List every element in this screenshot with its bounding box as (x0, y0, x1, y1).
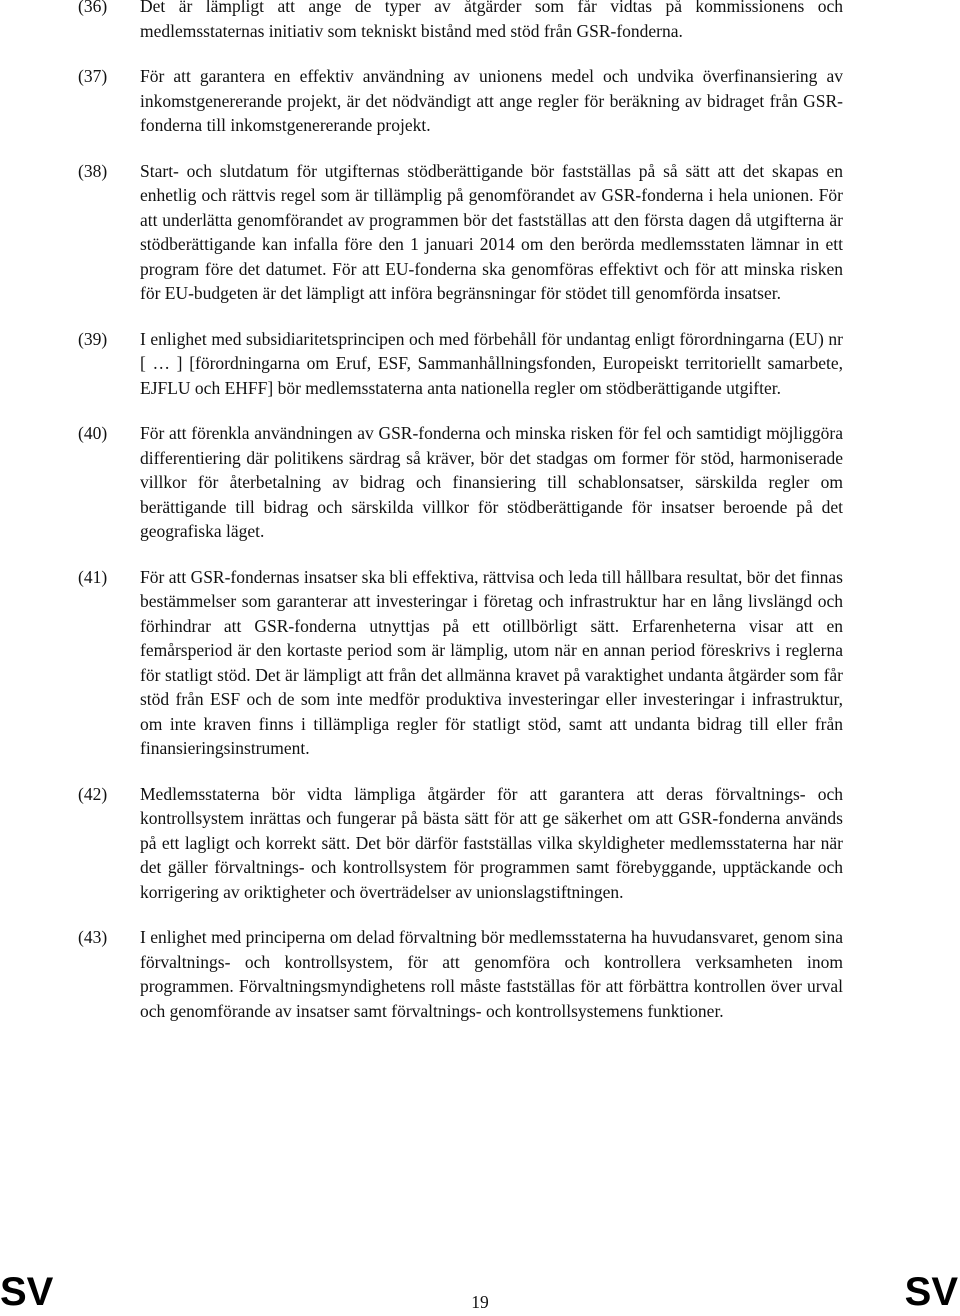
recital-number: (43) (78, 927, 108, 947)
recital-text: I enlighet med principerna om delad förvaltning bör medlemsstaterna ha huvudansvaret, genom sina förvaltnings- och kontrollsystem, för att genomföra och kontrollera verksamheten inom programmen. Förvaltningsmyndighetens roll måste fastställas för att förbättra kontrollen över urval och genomförande av insatser samt förvaltnings- och kontrollsystemens funktioner. (140, 927, 843, 1021)
recital-37 (78, 64, 843, 138)
recital-text: I enlighet med subsidiaritetsprincipen och med förbehåll för undantag enligt förordningarna (EU) nr [ … ] [förordningarna om Eruf, ESF, Sammanhållningsfonden, Europeiskt territoriellt samarbete, EJFLU och EHFF] bör medlemsstaterna anta nationella regler om stödberättigande utgifter. (140, 328, 843, 398)
recital-41 (78, 565, 843, 761)
recital-text: Start- och slutdatum för utgifternas stödberättigande bör fastställas på så sätt att det skapas en enhetlig och rättvis regel som är tillämplig på genomförandet av GSR-fonderna i hela unionen. För att underlätta genomförandet av programmen bör det fastställas att den första dagen då utgifterna är stödberättigande kan infalla före den 1 januari 2014 om den berörda medlemsstaten lämnar in ett program före det datumet. För att EU-fonderna ska genomföras effektivt och för att minska risken för EU-budgeten är det lämpligt att införa begränsningar för stödet till genomförda insatser. (140, 160, 843, 303)
footer-language-code-left: SV (0, 1270, 54, 1314)
recital-text: Medlemsstaterna bör vidta lämpliga åtgärder för att garantera att deras förvaltnings- och kontrollsystem inrättas och fungerar på bästa sätt för att ge säkerhet om att GSR-fonderna används på ett lagligt och korrekt sätt. Det bör därför fastställas vilka skyldigheter medlemsstaterna har när det gäller förvaltnings- och kontrollsystem för programmen samt förebyggande, upptäckande och korrigering av oriktigheter och överträdelser av unionslagstiftningen. (140, 783, 843, 902)
recital-38 (78, 159, 843, 306)
recital-text: För att garantera en effektiv användning av unionens medel och undvika överfinansiering av inkomstgenererande projekt, är det nödvändigt att ange regler för beräkning av bidraget från GSR-fonderna till inkomstgenererande projekt. (140, 66, 843, 135)
recital-number: (38) (78, 160, 108, 181)
recital-42 (78, 782, 843, 905)
recital-text: För att förenkla användningen av GSR-fonderna och minska risken för fel och samtidigt möjliggöra differentiering där politikens särdrag så kräver, bör det stadgas om former för stöd, harmoniserade villkor för återbetalning av bidrag och finansiering till schablonsatser, särskilda regler om berättigande till bidrag och särskilda villkor för stödberättigande för insatser beroende på det geografiska läget. (140, 423, 843, 541)
recital-text: Det är lämpligt att ange de typer av åtgärder som får vidtas på kommissionens och medlemsstaternas initiativ som tekniskt bistånd med stöd från GSR-fonderna. (140, 0, 843, 41)
recital-number: (42) (78, 783, 108, 804)
recital-40 (78, 421, 843, 544)
recital-number: (41) (78, 566, 108, 587)
recital-number: (40) (78, 423, 108, 443)
footer-language-code-right: SV (904, 1270, 958, 1314)
recital-43 (78, 925, 843, 1023)
recital-number: (36) (78, 0, 108, 16)
document-body (78, 0, 843, 1044)
recital-text: För att GSR-fondernas insatser ska bli effektiva, rättvisa och leda till hållbara resultat, bör det finnas bestämmelser som garanterar att investeringar i företag och infrastruktur har en lång livslängd och förhindrar att GSR-fonderna utnyttjas på ett otillbörligt sätt. Erfarenheterna visar att en femårsperiod är den kortaste period som är lämplig, utom när en annan period föreskrivs i reglerna för statligt stöd. Det är lämpligt att från det allmänna kravet på varaktighet undanta åtgärder som får stöd från ESF och de som inte medför produktiva investeringar eller investeringar i infrastruktur, om inte kraven finns i tillämpliga regler för statligt stöd, samt att undanta bidrag till eller från finansieringsinstrument. (140, 566, 843, 758)
recital-36 (78, 0, 843, 43)
recital-number: (37) (78, 66, 108, 86)
recital-number: (39) (78, 328, 108, 349)
recital-39 (78, 327, 843, 401)
page-number: 19 (471, 1292, 489, 1312)
